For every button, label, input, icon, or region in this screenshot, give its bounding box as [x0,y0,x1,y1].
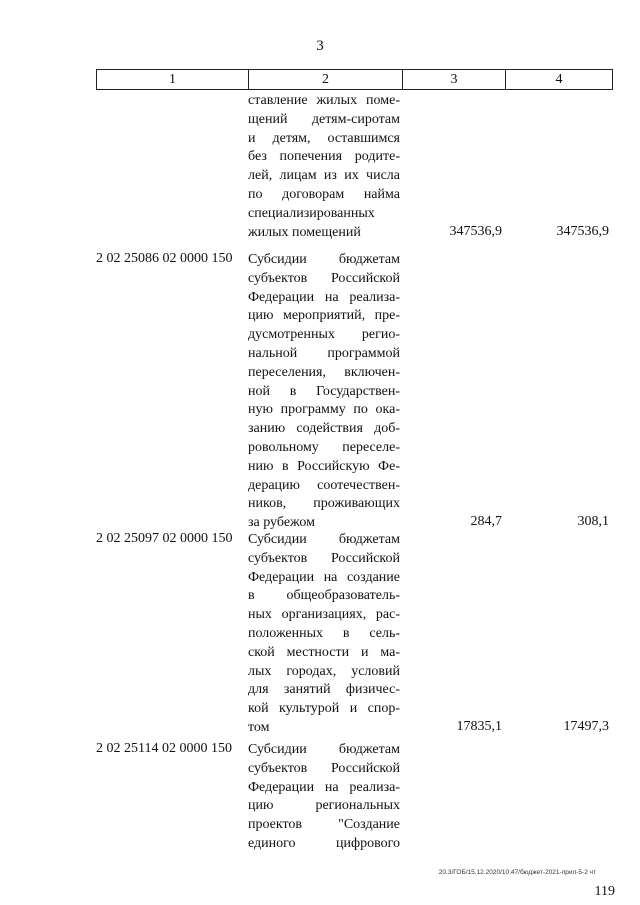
description-line: Федерации на реализа- [248,779,400,795]
sheet-number: 119 [594,884,615,899]
description-line: в общеобразователь- [248,588,400,604]
budget-code: 2 02 25114 02 0000 150 [96,741,232,756]
description-line: без попечения родите- [248,149,400,165]
description-line: цию мероприятий, пре- [248,308,400,324]
row-description [248,92,400,242]
table-header [96,69,613,90]
description-line: субъектов Российской [248,760,400,776]
row-description [248,531,400,738]
header-col-3: 3 [403,70,506,89]
description-line: специализированных [248,205,375,221]
value-col-3: 284,7 [470,514,502,530]
row-description [248,741,400,854]
budget-code: 2 02 25097 02 0000 150 [96,531,233,546]
description-line: переселения, включен- [248,364,400,380]
header-col-4: 4 [555,71,563,87]
description-line: жилых помещений [248,224,361,240]
header-col-1: 1 [97,70,249,89]
description-line: цию региональных [248,798,400,814]
value-col-3: 347536,9 [449,223,502,239]
description-line: ской местности и ма- [248,644,400,660]
value-col-4: 17497,3 [563,719,609,734]
description-line: для занятий физичес- [248,682,400,698]
budget-code: 2 02 25086 02 0000 150 [96,251,233,266]
description-line: Субсидии бюджетам [248,742,400,757]
description-line: занию содействия доб- [248,421,400,437]
description-line: ных организациях, рас- [248,607,400,623]
description-line: ставление жилых поме- [248,93,400,108]
description-line: за рубежом [248,515,315,531]
description-line: ную программу по ока- [248,402,400,418]
description-line: Субсидии бюджетам [248,252,400,267]
description-line: Федерации на создание [248,569,400,585]
header-col-2: 2 [249,70,403,89]
description-line: дусмотренных регио- [248,327,400,343]
description-line: ной в Государствен- [248,383,400,399]
page-number: 3 [316,38,324,54]
description-line: том [248,719,270,735]
description-line: нальной программой [248,345,400,361]
description-line: ровольному переселе- [248,439,400,455]
description-line: Субсидии бюджетам [248,532,400,547]
description-line: субъектов Российской [248,550,400,566]
value-col-3: 17835,1 [456,719,502,734]
description-line: проектов "Создание [248,817,400,833]
description-line: дерацию соотечествен- [248,477,400,493]
description-line: лых городах, условий [248,663,400,679]
value-col-4: 308,1 [577,514,609,530]
value-col-4: 347536,9 [556,223,609,239]
description-line: кой культурой и спор- [248,701,400,717]
row-description [248,251,400,533]
description-line: Федерации на реализа- [248,289,400,305]
description-line: щений детям-сиротам [248,111,400,127]
description-line: положенных в сель- [248,625,400,641]
document-meta: 20.3/ГОБ/15.12.2020/10:47/бюджет-2021-прил-5-2 чт [438,869,596,876]
description-line: ников, проживающих [248,496,400,512]
description-line: лей, лицам из их числа [248,168,400,184]
description-line: по договорам найма [248,186,400,202]
description-line: единого цифрового [248,835,400,851]
description-line: и детям, оставшимся [248,130,400,146]
description-line: субъектов Российской [248,270,400,286]
description-line: нию в Российскую Фе- [248,458,400,474]
